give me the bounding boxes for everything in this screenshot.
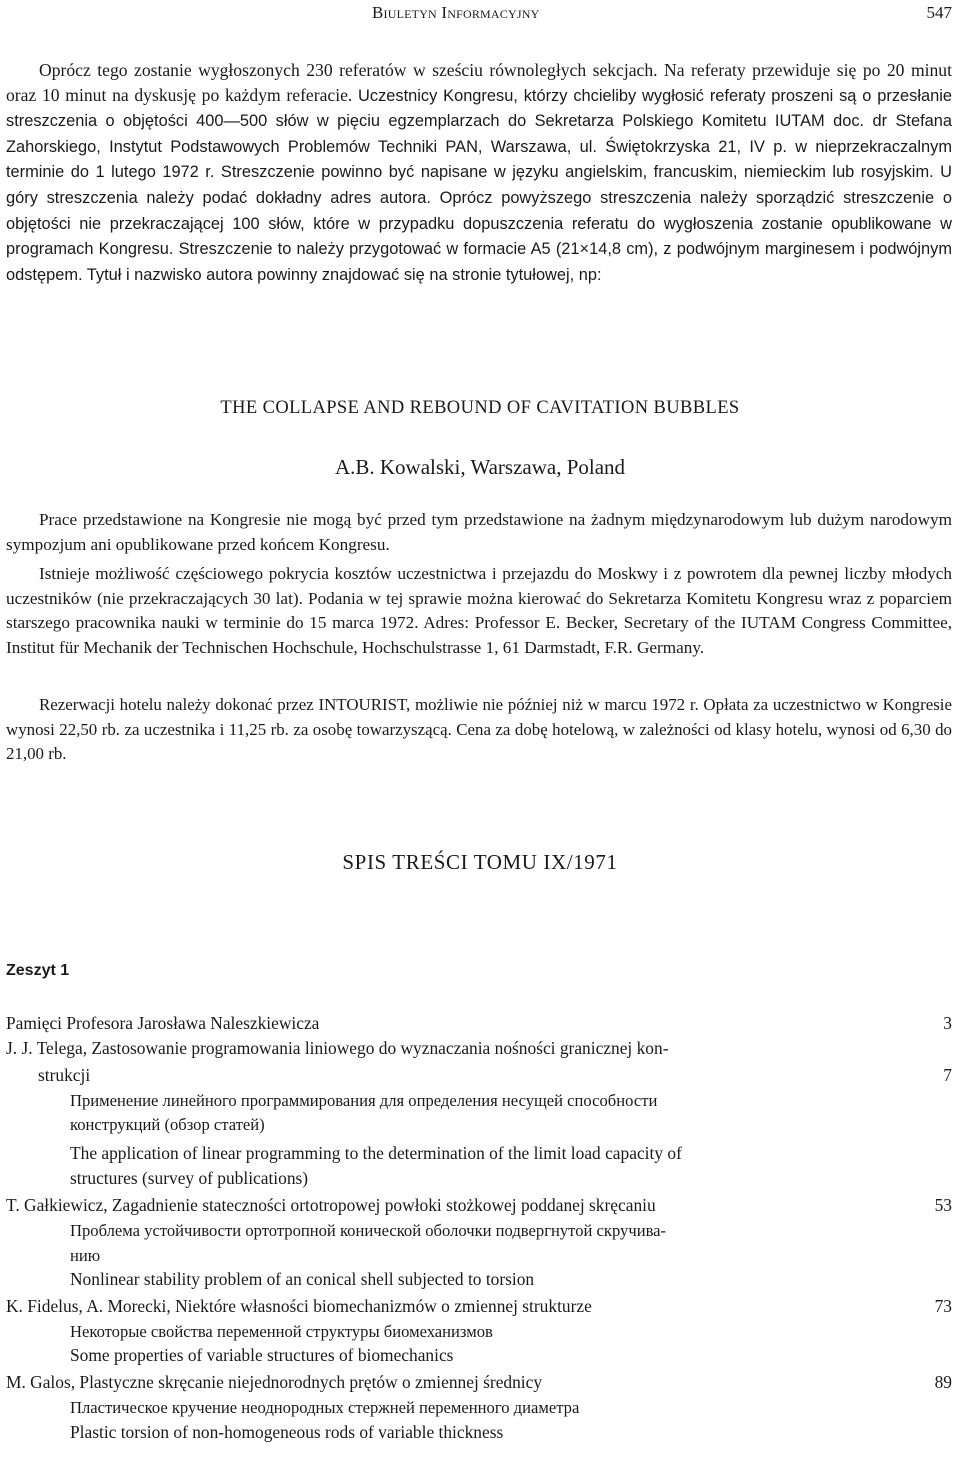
- toc-line: [0, 1036, 960, 1061]
- toc-entry-text: J. J. Telega, Zastosowanie programowania liniowego do wyznaczania nośności granicznej kon-: [6, 1038, 669, 1058]
- toc-entry-text: T. Gałkiewicz, Zagadnienie stateczności ortotropowej powłoki stożkowej poddanej skręcaniu: [6, 1195, 656, 1215]
- toc-entry-text: нию: [70, 1246, 101, 1265]
- toc-entry-text: K. Fidelus, A. Morecki, Niektóre własności biomechanizmów o zmiennej strukturze: [6, 1296, 592, 1316]
- toc-entry-text: Некоторые свойства переменной структуры биомеханизмов: [70, 1322, 493, 1341]
- toc-entry-text: strukcji: [38, 1065, 91, 1085]
- toc-line: [0, 1319, 960, 1344]
- toc-line: [0, 1218, 960, 1243]
- toc-entry-text: Применение линейного программирования для определения несущей способности: [70, 1091, 658, 1110]
- toc-entry-text: M. Galos, Plastyczne skręcanie niejednorodnych prętów o zmiennej średnicy: [6, 1372, 543, 1392]
- paragraph-istnieje: Istnieje możliwość częściowego pokrycia kosztów uczestnictwa i przejazdu do Moskwy i z powrotem dla pewnej liczby młodych uczestników (nie przekraczających 30 lat). Podania w tej sprawie można kierować do Sekretarza Komitetu Kongresu wraz z poparciem starszego pracownika nauki w terminie do 15 marca 1972. Adres: Professor E. Becker, Secretary of the IUTAM Congress Committee, Institut für Mechanik der Technischen Hochschule, Hochschulstrasse 1, 61 Darmstadt, F.R. Germany.: [6, 564, 952, 657]
- toc-entry-text: Проблема устойчивости ортотропной конической оболочки подвергнутой скручива-: [70, 1221, 667, 1240]
- toc-entry-text: Пластическое кручение неоднородных стержней переменного диаметра: [70, 1398, 580, 1417]
- running-header-title: Biuletyn Informacyjny: [372, 3, 540, 22]
- toc-line: [0, 1011, 960, 1036]
- toc-line: [0, 1243, 960, 1268]
- toc-entry-text: Nonlinear stability problem of an conical shell subjected to torsion: [70, 1269, 535, 1289]
- toc-line: [0, 1294, 960, 1319]
- paragraph-prace: Prace przedstawione na Kongresie nie mogą być przed tym przedstawione na żadnym międzynarodowym lub dużym narodowym sympozjum ani opublikowane przed końcem Kongresu.: [6, 510, 952, 554]
- toc-line: [0, 1420, 960, 1445]
- toc-line: [0, 1112, 960, 1137]
- paragraph-intro: [6, 58, 952, 287]
- paragraph-intro-sentence: Oprócz tego zostanie wygłoszonych 230 referatów w sześciu równoległych sekcjach. Na referaty przewiduje się po 20 minut oraz 10 minut na dyskusję po każdym referacie.: [6, 60, 952, 105]
- toc-issue-heading: Zeszyt 1: [6, 962, 70, 979]
- toc-line: [0, 1193, 960, 1218]
- toc-line: [0, 1267, 960, 1292]
- toc-line: [0, 1141, 960, 1166]
- toc-entry-page: 3: [943, 1013, 952, 1033]
- toc-entry-text: Plastic torsion of non-homogeneous rods of variable thickness: [70, 1422, 504, 1442]
- toc-entry-text: конструкций (обзор статей): [70, 1115, 265, 1134]
- toc-line: [0, 1370, 960, 1395]
- toc-line: [0, 1395, 960, 1420]
- example-title: THE COLLAPSE AND REBOUND OF CAVITATION BUBBLES: [220, 398, 740, 418]
- toc-entry-page: 7: [943, 1065, 952, 1085]
- toc-line: [0, 1088, 960, 1113]
- toc-line: [0, 1343, 960, 1368]
- toc-entry-text: structures (survey of publications): [70, 1168, 309, 1188]
- paragraph-rezerwacji: Rezerwacji hotelu należy dokonać przez INTOURIST, możliwie nie później niż w marcu 1972 r. Opłata za uczestnictwo w Kongresie wynosi 22,50 rb. za uczestnika i 11,25 rb. za osobę towarzyszącą. Cena za dobę hotelową, w zależności od klasy hotelu, wynosi od 6,30 do 21,00 rb.: [6, 695, 952, 764]
- page-number: 547: [926, 3, 952, 22]
- toc-line: [0, 1166, 960, 1191]
- toc-entry-text: Pamięci Profesora Jarosława Naleszkiewicza: [6, 1013, 320, 1033]
- toc-entry-page: 53: [934, 1195, 952, 1215]
- toc-entry-text: Some properties of variable structures of biomechanics: [70, 1345, 454, 1365]
- toc-entry-page: 73: [934, 1296, 952, 1316]
- toc-entry-text: The application of linear programming to the determination of the limit load capacity of: [70, 1143, 682, 1163]
- toc-line: [0, 1063, 960, 1088]
- paragraph-intro-submission: Uczestnicy Kongresu, którzy chcieliby wygłosić referaty proszeni są o przesłanie streszczenia o objętości 400—500 słów w pięciu egzemplarzach do Sekretarza Polskiego Komitetu IUTAM doc. dr Stefana Zahorskiego, Instytut Podstawowych Problemów Techniki PAN, Warszawa, ul. Świętokrzyska 21, IV p. w nieprzekraczalnym terminie do 1 lutego 1972 r. Streszczenie powinno być napisane w języku angielskim, francuskim, niemieckim lub rosyjskim. U góry streszczenia należy podać dokładny adres autora. Oprócz powyższego streszczenia należy sporządzić streszczenie o objętości nie przekraczającej 100 słów, które w przypadku dopuszczenia referatu do wygłoszenia zostanie opublikowane w programach Kongresu. Streszczenie to należy przygotować w formacie A5 (21×14,8 cm), z podwójnym marginesem i podwójnym odstępem. Tytuł i nazwisko autora powinny znajdować się na stronie tytułowej, np:: [6, 86, 952, 284]
- example-author: A.B. Kowalski, Warszawa, Poland: [334, 455, 626, 479]
- toc-title: SPIS TREŚCI TOMU IX/1971: [342, 850, 618, 874]
- toc-entry-page: 89: [934, 1372, 952, 1392]
